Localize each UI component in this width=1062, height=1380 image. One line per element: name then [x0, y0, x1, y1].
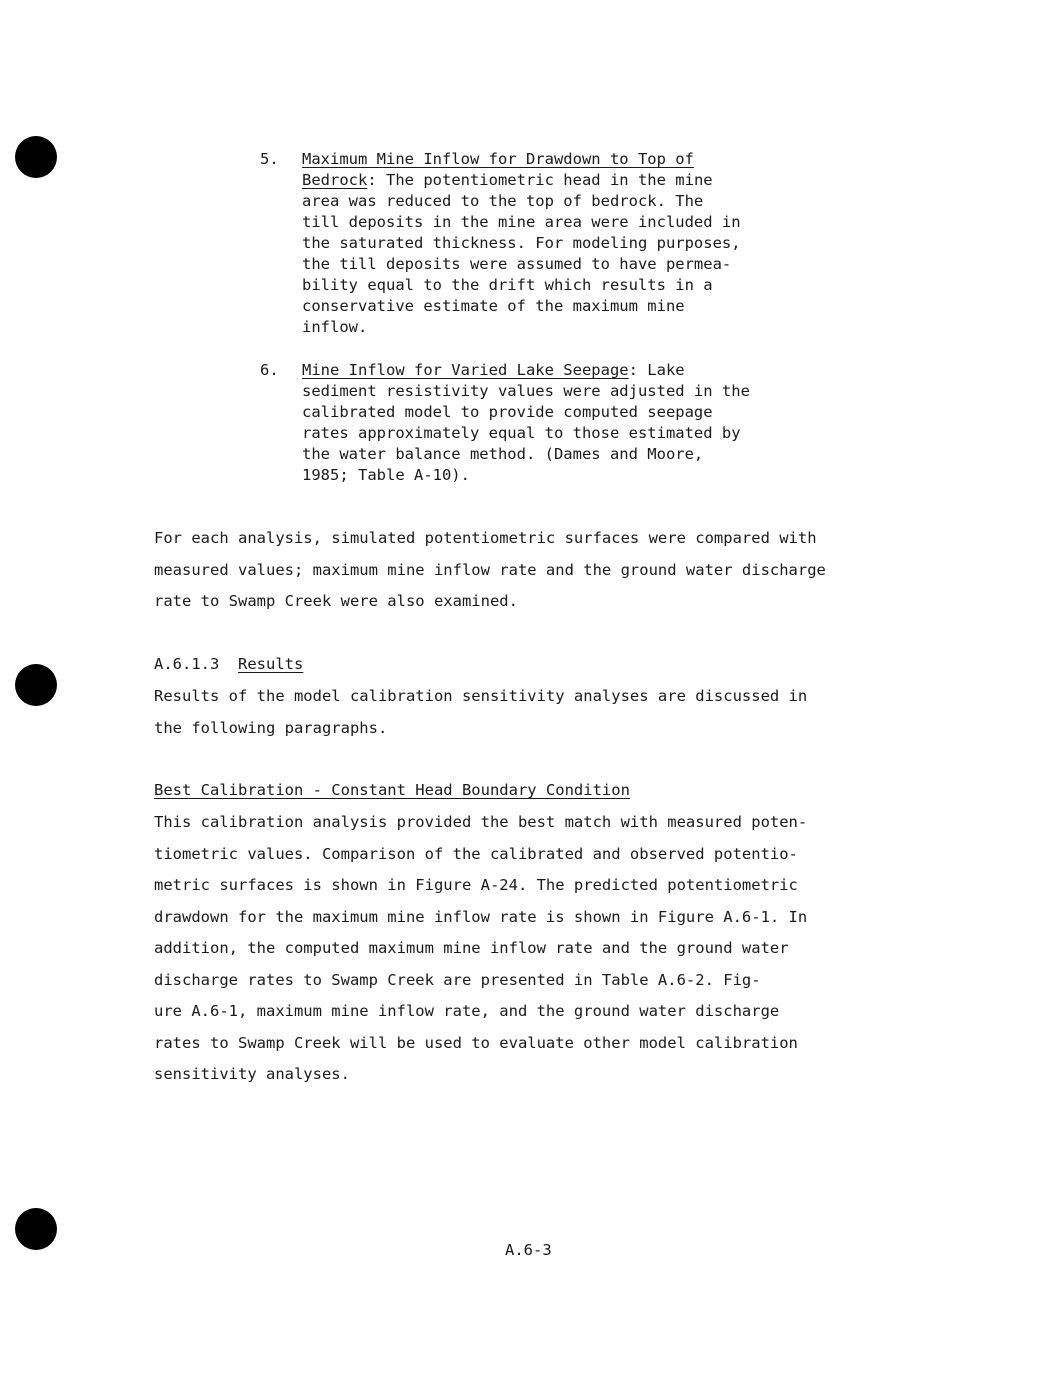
- paragraph-line: metric surfaces is shown in Figure A-24. The predicted potentiometric: [154, 876, 798, 894]
- list-item-line: sediment resistivity values were adjusted in the: [302, 382, 750, 400]
- list-item-title: Maximum Mine Inflow for Drawdown to Top of: [302, 150, 694, 168]
- list-item-title-cont: Bedrock: [302, 171, 368, 189]
- list-item-line: the till deposits were assumed to have permea-: [302, 255, 732, 273]
- section-heading: [154, 649, 303, 681]
- paragraph-line: addition, the computed maximum mine inflow rate and the ground water: [154, 939, 789, 957]
- list-item-line: : Lake: [628, 361, 685, 379]
- page-number: A.6-3: [505, 1241, 552, 1259]
- paragraph-line: rate to Swamp Creek were also examined.: [154, 592, 518, 610]
- list-item-line: till deposits in the mine area were included in: [302, 213, 741, 231]
- list-item-number: 5.: [260, 150, 279, 168]
- section-title: Results: [238, 655, 304, 673]
- paragraph-line: drawdown for the maximum mine inflow rate is shown in Figure A.6-1. In: [154, 907, 808, 926]
- list-item-line: : The potentiometric head in the mine: [367, 171, 713, 189]
- list-item-6: [260, 360, 820, 490]
- list-item-line: inflow.: [302, 318, 368, 336]
- paragraph-line: sensitivity analyses.: [154, 1065, 350, 1083]
- paragraph-line: Results of the model calibration sensitivity analyses are discussed in: [154, 687, 808, 705]
- list-item-body: [302, 149, 741, 338]
- list-item-title: Mine Inflow for Varied Lake Seepage: [302, 361, 629, 379]
- list-item-5: [260, 149, 820, 349]
- list-item-line: 1985; Table A-10).: [302, 466, 470, 484]
- calibration-paragraph: [154, 807, 807, 1091]
- paragraph-line: ure A.6-1, maximum mine inflow rate, and the ground water discharge: [154, 1002, 780, 1020]
- list-item-line: bility equal to the drift which results in a: [302, 276, 713, 294]
- list-item-line: conservative estimate of the maximum mine: [302, 297, 685, 315]
- list-item-line: rates approximately equal to those estimated by: [302, 424, 741, 442]
- section-number: A.6.1.3: [154, 655, 220, 673]
- list-item-body: [302, 360, 750, 486]
- paragraph-line: For each analysis, simulated potentiometric surfaces were compared with: [154, 529, 817, 547]
- paragraph-line: discharge rates to Swamp Creek are presented in Table A.6-2. Fig-: [154, 970, 761, 989]
- binder-hole-bottom: [15, 1208, 57, 1250]
- binder-hole-top: [15, 136, 57, 178]
- list-item-number: 6.: [260, 361, 279, 379]
- list-item-line: calibrated model to provide computed seepage: [302, 403, 713, 421]
- paragraph-line: measured values; maximum mine inflow rate and the ground water discharge: [154, 560, 826, 579]
- paragraph-line: rates to Swamp Creek will be used to evaluate other model calibration: [154, 1033, 798, 1052]
- list-item-line: the saturated thickness. For modeling purposes,: [302, 234, 741, 252]
- list-item-line: the water balance method. (Dames and Moore,: [302, 445, 704, 463]
- subheading-text: Best Calibration - Constant Head Boundary Condition: [154, 781, 630, 799]
- binder-hole-middle: [15, 664, 57, 706]
- paragraph-line: tiometric values. Comparison of the calibrated and observed potentio-: [154, 844, 798, 863]
- subheading: [154, 775, 630, 807]
- list-item-line: area was reduced to the top of bedrock. The: [302, 192, 704, 210]
- results-paragraph: [154, 681, 807, 744]
- paragraph-line: This calibration analysis provided the best match with measured poten-: [154, 813, 808, 831]
- paragraph-line: the following paragraphs.: [154, 718, 388, 737]
- analysis-paragraph: [154, 523, 826, 618]
